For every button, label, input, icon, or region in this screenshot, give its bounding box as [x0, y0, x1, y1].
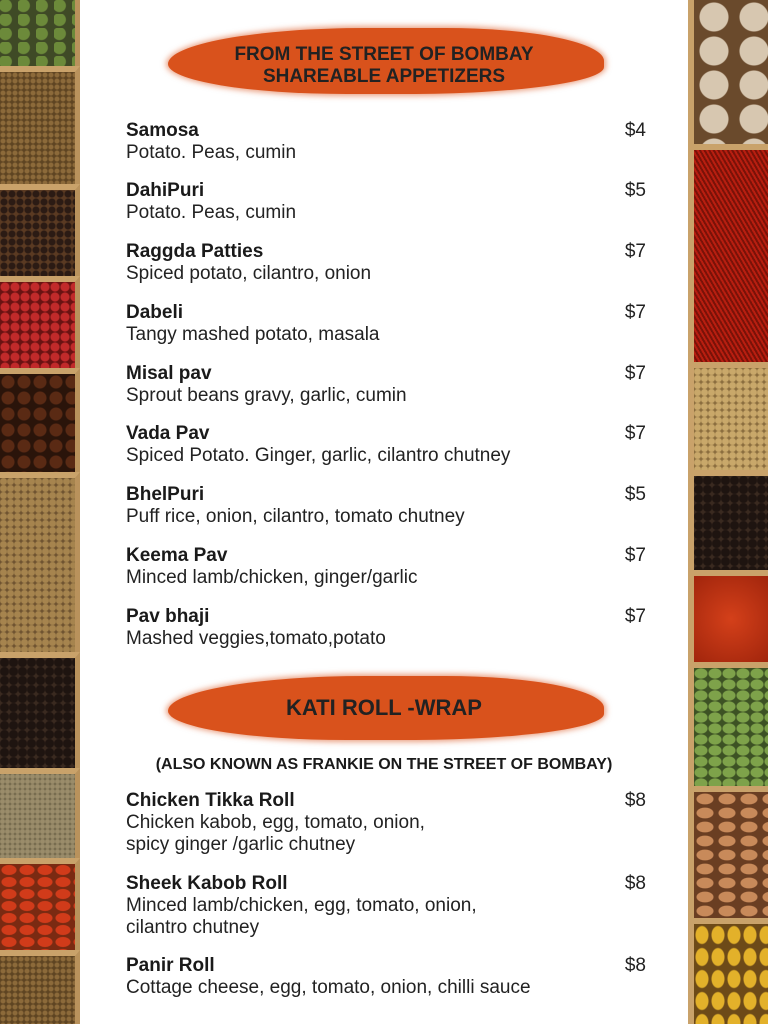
item-price: $7 [624, 423, 646, 444]
item-name: Keema Pav [126, 545, 228, 566]
menu-item [126, 873, 646, 939]
menu-item [126, 606, 646, 650]
spice-tile [0, 276, 80, 368]
spice-tile [688, 470, 768, 570]
spice-tile [0, 950, 80, 1024]
section-title-line2: SHAREABLE APPETIZERS [262, 66, 506, 87]
item-price: $7 [624, 606, 646, 627]
item-name: DahiPuri [126, 180, 205, 201]
spice-tile [688, 786, 768, 918]
spice-tile [0, 184, 80, 276]
spice-tile [0, 768, 80, 858]
menu-item [126, 302, 646, 346]
item-name: Raggda Patties [126, 241, 264, 262]
item-price: $8 [624, 873, 646, 894]
item-description: Chicken kabob, egg, tomato, onion, [126, 812, 425, 833]
spice-tile [688, 362, 768, 470]
spice-tile [0, 368, 80, 472]
item-description: Mashed veggies,tomato,potato [126, 628, 386, 649]
item-description: Sprout beans gravy, garlic, cumin [126, 385, 407, 406]
item-description-line2: cilantro chutney [126, 917, 260, 938]
spice-tile [0, 472, 80, 652]
menu-item [126, 180, 646, 224]
menu-item [126, 484, 646, 528]
spice-border-left [0, 0, 80, 1024]
item-name: Vada Pav [126, 423, 210, 444]
menu-item [126, 955, 646, 999]
section-title: KATI ROLL -WRAP [286, 695, 482, 720]
item-price: $4 [624, 120, 646, 141]
item-price: $7 [624, 241, 646, 262]
item-description: Puff rice, onion, cilantro, tomato chutney [126, 506, 465, 527]
item-name: Pav bhaji [126, 606, 210, 627]
item-price: $7 [624, 545, 646, 566]
spice-tile [688, 918, 768, 1024]
item-name: Samosa [126, 120, 199, 141]
item-description: Minced lamb/chicken, ginger/garlic [126, 567, 418, 588]
item-description: Spiced Potato. Ginger, garlic, cilantro chutney [126, 445, 511, 466]
spice-tile [688, 570, 768, 662]
item-description: Spiced potato, cilantro, onion [126, 263, 372, 284]
menu-item [126, 241, 646, 285]
item-name: BhelPuri [126, 484, 205, 505]
item-description: Cottage cheese, egg, tomato, onion, chilli sauce [126, 977, 531, 998]
item-price: $7 [624, 302, 646, 323]
item-price: $7 [624, 363, 646, 384]
item-description-line2: spicy ginger /garlic chutney [126, 834, 356, 855]
spice-tile [688, 662, 768, 786]
spice-border-right [688, 0, 768, 1024]
menu-item [126, 120, 646, 164]
item-name: Dabeli [126, 302, 184, 323]
menu-item [126, 363, 646, 407]
item-name: Panir Roll [126, 955, 215, 976]
item-name: Chicken Tikka Roll [126, 790, 295, 811]
spice-tile [688, 144, 768, 362]
item-description: Potato. Peas, cumin [126, 202, 297, 223]
item-price: $8 [624, 790, 646, 811]
menu-item [126, 423, 646, 467]
menu-item [126, 545, 646, 589]
item-name: Sheek Kabob Roll [126, 873, 288, 894]
section-title-line1: FROM THE STREET OF BOMBAY [234, 44, 534, 65]
item-price: $5 [624, 180, 646, 201]
item-description: Potato. Peas, cumin [126, 142, 297, 163]
item-name: Misal pav [126, 363, 212, 384]
section-subtitle: (ALSO KNOWN AS FRANKIE ON THE STREET OF BOMBAY) [155, 756, 613, 773]
item-description: Tangy mashed potato, masala [126, 324, 380, 345]
spice-tile [0, 858, 80, 950]
item-price: $5 [624, 484, 646, 505]
item-description: Minced lamb/chicken, egg, tomato, onion, [126, 895, 477, 916]
item-price: $8 [624, 955, 646, 976]
menu-item [126, 790, 646, 856]
